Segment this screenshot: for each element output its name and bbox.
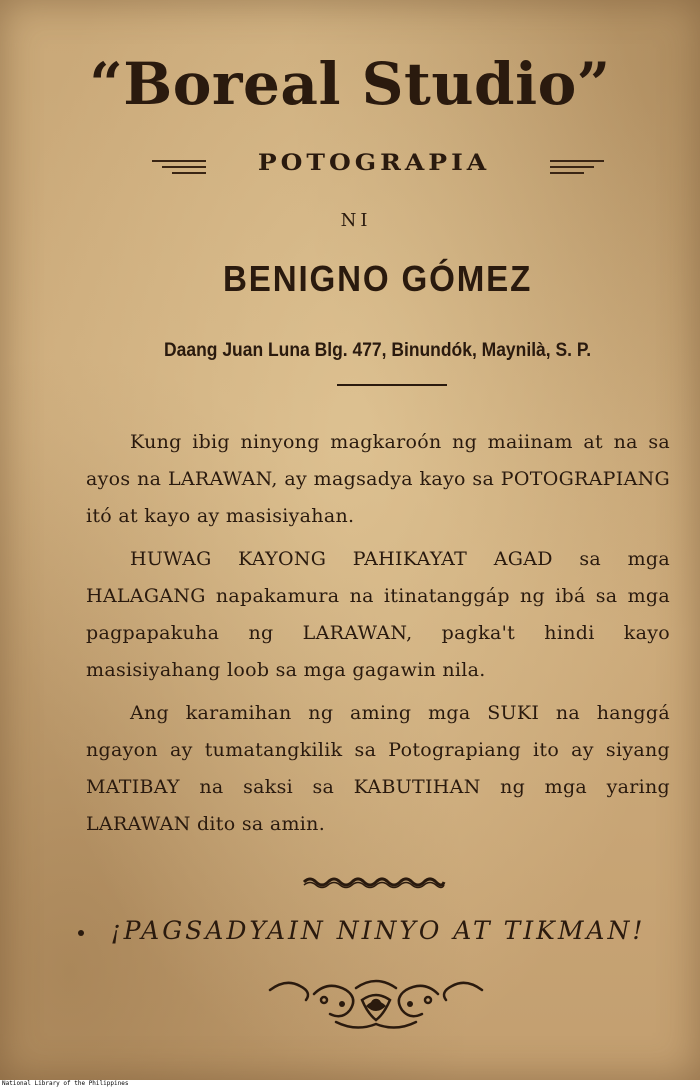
left-rule-line bbox=[162, 166, 206, 168]
wave-flourish-icon bbox=[300, 872, 446, 892]
paragraph: HUWAG KAYONG PAHIKAYAT AGAD sa mga HALAGANG napakamura na itinatanggáp ng ibá sa mga pagpapakuha ng LARAWAN, pagka't hindi kayo masisiyahang loob sa mga gagawin nila. bbox=[86, 548, 670, 681]
paragraph: Kung ibig ninyong magkaroón ng maiinam at na sa ayos na LARAWAN, ay magsadya kayo sa POTOGRAPIANG itó at kayo ay masisiyahan. bbox=[86, 431, 670, 527]
right-rule-line bbox=[550, 160, 604, 162]
right-rule-line bbox=[550, 166, 594, 168]
body-text bbox=[86, 424, 670, 849]
closing-slogan: ¡PAGSADYAIN NINYO AT TIKMAN! bbox=[110, 916, 646, 945]
left-rule-line bbox=[152, 160, 206, 162]
address: Daang Juan Luna Blg. 477, Binundók, Maynilà, S. P. bbox=[164, 340, 592, 361]
floral-ornament-icon bbox=[266, 970, 486, 1034]
by-line: NI bbox=[340, 210, 372, 231]
left-rule-line bbox=[172, 172, 206, 174]
subtitle-row bbox=[0, 148, 700, 184]
library-credit: National Library of the Philippines bbox=[2, 1080, 129, 1087]
right-rule-line bbox=[550, 172, 584, 174]
subtitle: POTOGRAPIA bbox=[257, 149, 491, 176]
owner-name: BENIGNO GÓMEZ bbox=[223, 258, 533, 299]
divider-rule bbox=[337, 384, 447, 386]
paragraph: Ang karamihan ng aming mga SUKI na hanggá ngayon ay tumatangkilik sa Potograpiang ito ay siyang MATIBAY na saksi sa KABUTIHAN ng mga yaring LARAWAN dito sa amin. bbox=[86, 702, 670, 835]
studio-title: “Boreal Studio” bbox=[89, 50, 611, 118]
